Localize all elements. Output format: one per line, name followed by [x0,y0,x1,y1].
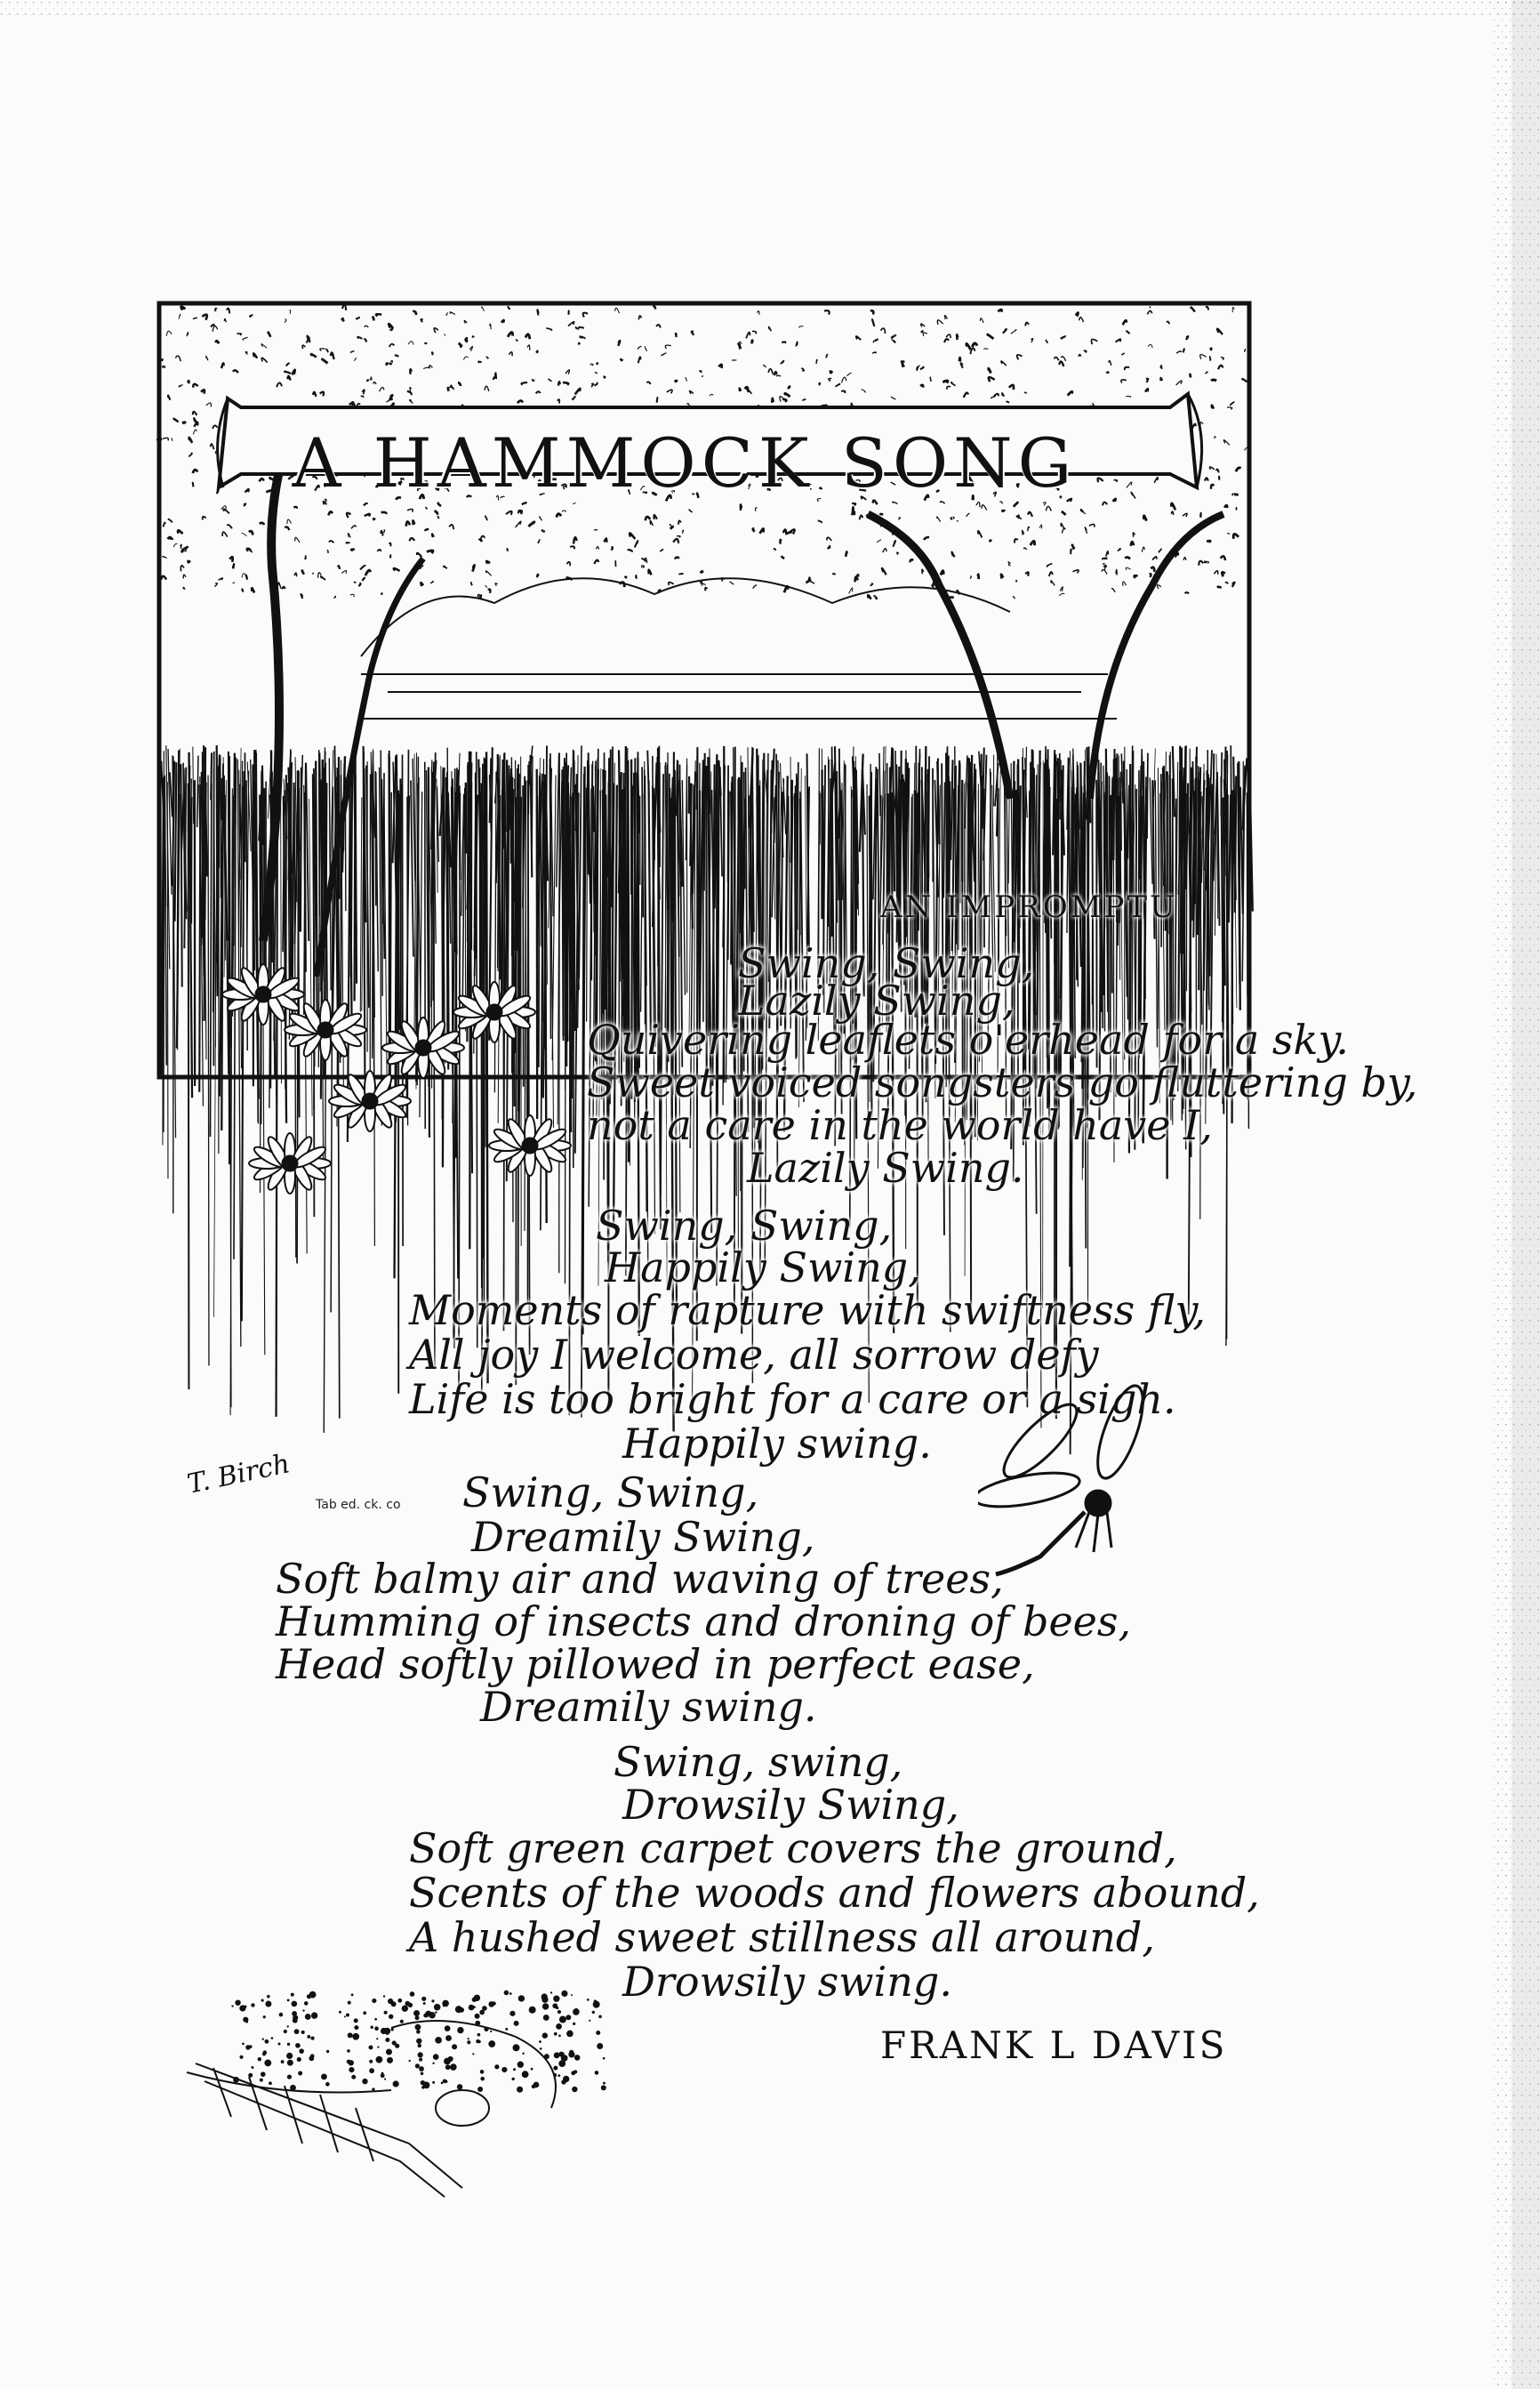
stanza-2-line-4: All joy I welcome, all sorrow defy [409,1331,1099,1379]
stanza-3-line-2: Dreamily Swing, [471,1513,815,1561]
stanza-3-line-5: Head softly pillowed in perfect ease, [276,1640,1035,1688]
stanza-2-line-1: Swing, Swing, [596,1202,893,1250]
stanza-1-line-5: not a care in the world have I, [587,1101,1213,1149]
stanza-4-line-1: Swing, swing, [614,1738,903,1786]
stanza-2-line-5: Life is too bright for a care or a sigh. [409,1375,1176,1423]
hammock-vignette [178,1983,640,2215]
title-banner: A HAMMOCK SONG [292,422,1078,503]
author-signature: FRANK L DAVIS [880,2023,1228,2067]
stanza-4-line-2: Drowsily Swing, [622,1781,959,1829]
stanza-3-line-4: Humming of insects and droning of bees, [276,1597,1132,1645]
stanza-3-line-6: Dreamily swing. [480,1683,817,1731]
dragonfly-icon [978,1370,1191,1583]
artist-signature: T. Birch [184,1448,293,1500]
stanza-2-line-3: Moments of rapture with swiftness fly, [409,1286,1207,1334]
stanza-1-line-4: Sweet voiced songsters go fluttering by, [587,1058,1418,1106]
stanza-4-line-4: Scents of the woods and flowers abound, [409,1869,1260,1917]
stanza-2-line-6: Happily swing. [622,1420,932,1468]
stanza-4-line-5: A hushed sweet stillness all around, [409,1913,1155,1961]
stanza-3-line-3: Soft balmy air and waving of trees, [276,1555,1004,1603]
stanza-1-line-6: Lazily Swing. [747,1144,1024,1192]
stanza-1-line-1: Swing, Swing, [738,939,1035,987]
stanza-1-line-2: Lazily Swing, [738,977,1015,1025]
stanza-4-line-6: Drowsily swing. [622,1958,952,2006]
subtitle: AN IMPROMPTU [880,889,1178,925]
engraver-mark: Tab ed. ck. co [316,1498,401,1512]
stanza-2-line-2: Happily Swing, [605,1243,921,1291]
stanza-4-line-3: Soft green carpet covers the ground, [409,1824,1177,1872]
stanza-3-line-1: Swing, Swing, [462,1468,759,1516]
stanza-1-line-3: Quivering leaflets o'erhead for a sky. [587,1016,1349,1064]
